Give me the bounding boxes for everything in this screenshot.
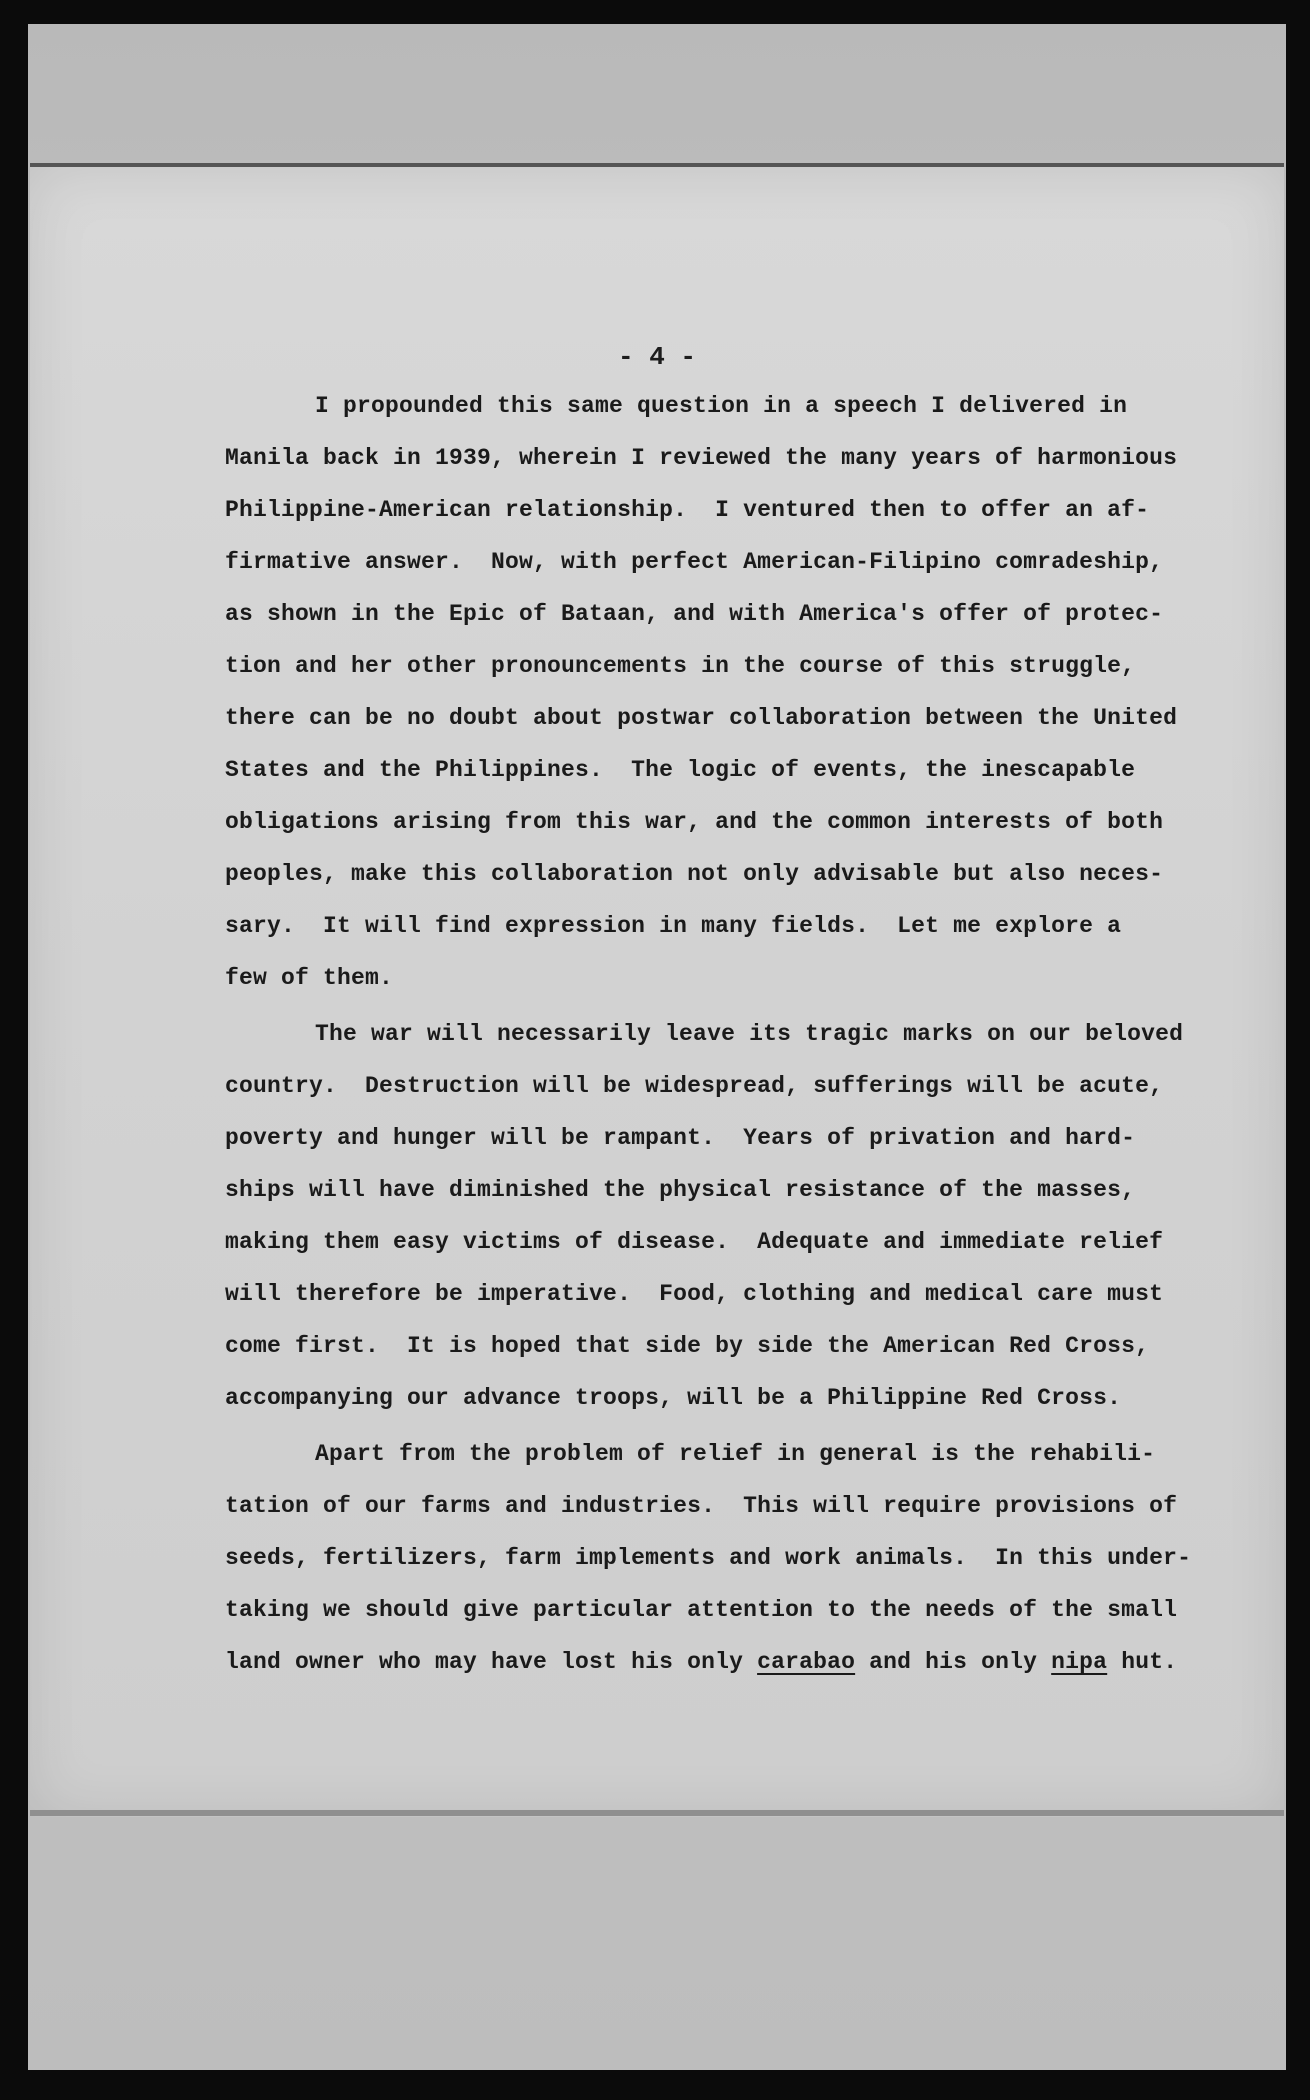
text-segment: and his only: [855, 1649, 1052, 1675]
text-line: tation of our farms and industries. This will require provisions of: [225, 1493, 1178, 1519]
underlined-word-nipa: nipa: [1051, 1649, 1108, 1675]
text-line: country. Destruction will be widespread, sufferings will be acute,: [225, 1073, 1164, 1099]
text-line: as shown in the Epic of Bataan, and with America's offer of protec-: [225, 601, 1164, 627]
paragraph-2: [225, 1008, 1185, 1424]
paragraph-3: [225, 1428, 1192, 1688]
text-segment: land owner who may have lost his only: [225, 1649, 758, 1675]
text-line: come first. It is hoped that side by side the American Red Cross,: [225, 1333, 1150, 1359]
page-number: - 4 -: [617, 342, 696, 372]
text-line: tion and her other pronouncements in the course of this struggle,: [225, 653, 1136, 679]
text-line: will therefore be imperative. Food, clothing and medical care must: [225, 1281, 1164, 1307]
text-line: poverty and hunger will be rampant. Years of privation and hard-: [225, 1125, 1136, 1151]
body-text: [225, 380, 1192, 1688]
text-line: obligations arising from this war, and the common interests of both: [225, 809, 1164, 835]
text-line: I propounded this same question in a speech I delivered in: [315, 393, 1128, 419]
text-line: sary. It will find expression in many fields. Let me explore a: [225, 913, 1122, 939]
text-line: Philippine-American relationship. I ventured then to offer an af-: [225, 497, 1150, 523]
text-line: ships will have diminished the physical resistance of the masses,: [225, 1177, 1136, 1203]
text-line: few of them.: [225, 965, 394, 991]
text-line: Apart from the problem of relief in general is the rehabili-: [315, 1441, 1156, 1467]
text-line: Manila back in 1939, wherein I reviewed the many years of harmonious: [225, 445, 1178, 471]
text-line: seeds, fertilizers, farm implements and work animals. In this under-: [225, 1545, 1192, 1571]
text-line: peoples, make this collaboration not only advisable but also neces-: [225, 861, 1164, 887]
text-line: taking we should give particular attention to the needs of the small: [225, 1597, 1178, 1623]
page-bottom-edge: [30, 1810, 1284, 1816]
text-segment: hut.: [1107, 1649, 1178, 1675]
text-line: The war will necessarily leave its tragic marks on our beloved: [315, 1021, 1184, 1047]
text-line: firmative answer. Now, with perfect American-Filipino comradeship,: [225, 549, 1164, 575]
text-line-last: [225, 1636, 1185, 1688]
underlined-word-carabao: carabao: [757, 1649, 856, 1675]
paragraph-1: [225, 380, 1185, 1004]
typed-page: [30, 163, 1284, 1817]
text-line: accompanying our advance troops, will be a Philippine Red Cross.: [225, 1385, 1122, 1411]
text-line: States and the Philippines. The logic of events, the inescapable: [225, 757, 1136, 783]
text-line: there can be no doubt about postwar collaboration between the United: [225, 705, 1178, 731]
text-line: making them easy victims of disease. Adequate and immediate relief: [225, 1229, 1164, 1255]
